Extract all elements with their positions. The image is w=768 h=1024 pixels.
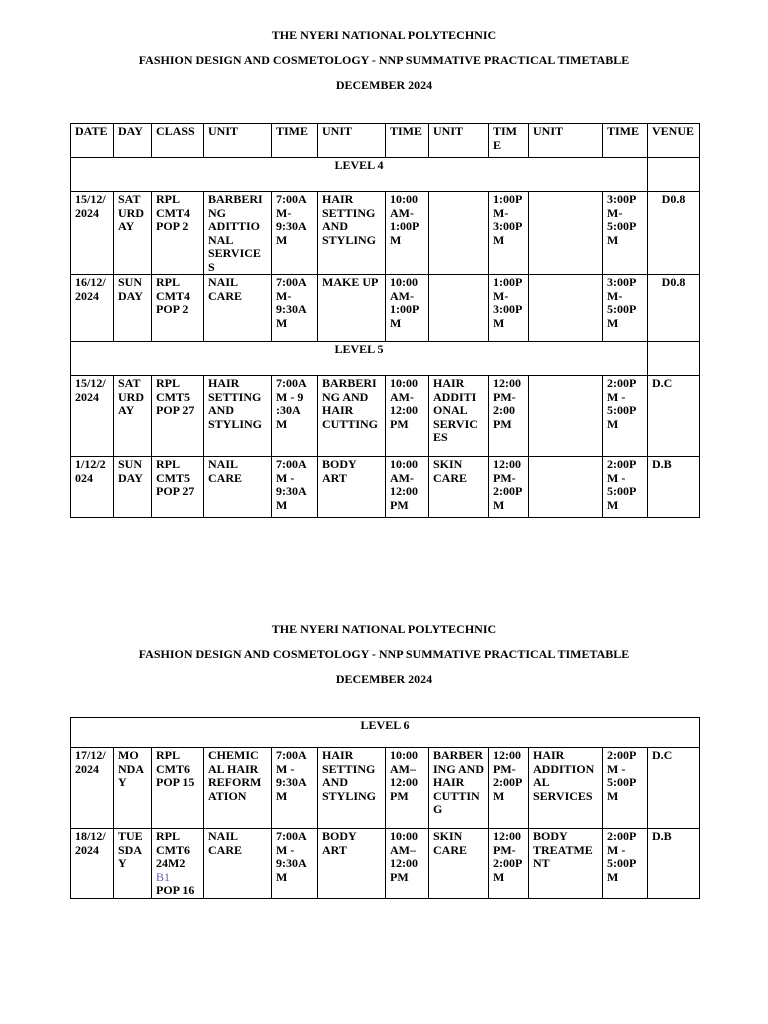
cell-unit: BODY TREATME NT xyxy=(529,829,603,899)
class-group-b1: B1 xyxy=(156,869,171,884)
cell-day: SAT URD AY xyxy=(114,376,152,457)
timetable-table-1 xyxy=(70,123,700,518)
cell-unit xyxy=(529,275,603,342)
cell-date: 15/12/ 2024 xyxy=(71,192,114,275)
cell-unit: BODY ART xyxy=(318,457,386,518)
cell-venue: D0.8 xyxy=(648,192,700,275)
timetable-month: DECEMBER 2024 xyxy=(335,672,433,686)
cell-venue: D.C xyxy=(648,376,700,457)
cell-unit: NAIL CARE xyxy=(204,275,272,342)
cell-time: 10:00 AM- 12:00 PM xyxy=(386,457,429,518)
cell-time: 2:00P M - 5:00P M xyxy=(603,829,648,899)
level-row xyxy=(71,342,700,376)
header-unit: UNIT xyxy=(318,124,386,158)
cell-class: RPL CMT4 POP 2 xyxy=(152,192,204,275)
level-row-venue-cell xyxy=(648,158,700,192)
table-row xyxy=(71,192,700,275)
cell-date: 16/12/ 2024 xyxy=(71,275,114,342)
cell-time: 12:00 PM- 2:00 PM xyxy=(489,376,529,457)
cell-time: 10:00 AM- 12:00 PM xyxy=(386,376,429,457)
cell-day: TUE SDA Y xyxy=(114,829,152,899)
cell-time: 10:00 AM– 12:00 PM xyxy=(386,829,429,899)
cell-class: RPL CMT4 POP 2 xyxy=(152,275,204,342)
level-row xyxy=(71,158,700,192)
class-pop: POP 16 xyxy=(156,883,195,897)
cell-unit: CHEMIC AL HAIR REFORM ATION xyxy=(204,748,272,829)
institution-title: THE NYERI NATIONAL POLYTECHNIC xyxy=(271,28,497,42)
table-row xyxy=(71,829,700,899)
cell-time: 2:00P M - 5:00P M xyxy=(603,748,648,829)
cell-unit: BARBERI NG ADITTIO NAL SERVICE S xyxy=(204,192,272,275)
header-venue: VENUE xyxy=(648,124,700,158)
cell-date: 15/12/ 2024 xyxy=(71,376,114,457)
cell-unit: HAIR SETTING AND STYLING xyxy=(318,748,386,829)
cell-unit: SKIN CARE xyxy=(429,829,489,899)
cell-unit xyxy=(529,376,603,457)
cell-time: 3:00P M- 5:00P M xyxy=(603,275,648,342)
timetable-subtitle: FASHION DESIGN AND COSMETOLOGY - NNP SUMMATIVE PRACTICAL TIMETABLE xyxy=(138,647,630,661)
level-row-venue-cell xyxy=(648,342,700,376)
level-label: LEVEL 6 xyxy=(71,718,700,748)
cell-time: 7:00A M - 9 :30A M xyxy=(272,376,318,457)
header-unit: UNIT xyxy=(204,124,272,158)
timetable-table-2 xyxy=(70,717,700,899)
cell-time: 2:00P M - 5:00P M xyxy=(603,457,648,518)
timetable-month: DECEMBER 2024 xyxy=(335,78,433,92)
cell-unit: MAKE UP xyxy=(318,275,386,342)
cell-time: 1:00P M- 3:00P M xyxy=(489,192,529,275)
cell-class: RPL CMT5 POP 27 xyxy=(152,376,204,457)
cell-time: 12:00 PM- 2:00P M xyxy=(489,748,529,829)
cell-date: 18/12/ 2024 xyxy=(71,829,114,899)
timetable-subtitle: FASHION DESIGN AND COSMETOLOGY - NNP SUMMATIVE PRACTICAL TIMETABLE xyxy=(138,53,630,67)
cell-unit: BODY ART xyxy=(318,829,386,899)
cell-unit: HAIR ADDITION AL SERVICES xyxy=(529,748,603,829)
table-row xyxy=(71,376,700,457)
header-time: TIME xyxy=(386,124,429,158)
cell-time: 7:00A M - 9:30A M xyxy=(272,748,318,829)
cell-unit xyxy=(429,275,489,342)
header-unit: UNIT xyxy=(429,124,489,158)
cell-time: 12:00 PM- 2:00P M xyxy=(489,829,529,899)
table-row xyxy=(71,275,700,342)
institution-title: THE NYERI NATIONAL POLYTECHNIC xyxy=(271,622,497,636)
level-label: LEVEL 5 xyxy=(71,342,648,376)
cell-unit: HAIR ADDITI ONAL SERVIC ES xyxy=(429,376,489,457)
cell-day: MO NDA Y xyxy=(114,748,152,829)
cell-day: SAT URD AY xyxy=(114,192,152,275)
cell-date: 17/12/ 2024 xyxy=(71,748,114,829)
cell-day: SUN DAY xyxy=(114,275,152,342)
cell-unit: NAIL CARE xyxy=(204,457,272,518)
cell-time: 1:00P M- 3:00P M xyxy=(489,275,529,342)
cell-class: RPL CMT6 POP 15 xyxy=(152,748,204,829)
cell-venue: D.B xyxy=(648,457,700,518)
header-day: DAY xyxy=(114,124,152,158)
cell-time: 2:00P M - 5:00P M xyxy=(603,376,648,457)
cell-time: 7:00A M - 9:30A M xyxy=(272,457,318,518)
cell-time: 3:00P M- 5:00P M xyxy=(603,192,648,275)
timetable-section-1 xyxy=(0,28,768,512)
cell-class xyxy=(152,829,204,899)
cell-unit: HAIR SETTING AND STYLING xyxy=(318,192,386,275)
cell-time: 10:00 AM- 1:00P M xyxy=(386,275,429,342)
class-code: RPL CMT6 24M2 xyxy=(156,829,190,870)
cell-unit: BARBERI NG AND HAIR CUTTING xyxy=(318,376,386,457)
level-row xyxy=(71,718,700,748)
cell-venue: D.B xyxy=(648,829,700,899)
table-row xyxy=(71,457,700,518)
header-unit: UNIT xyxy=(529,124,603,158)
cell-date: 1/12/2 024 xyxy=(71,457,114,518)
cell-time: 10:00 AM- 1:00P M xyxy=(386,192,429,275)
cell-day: SUN DAY xyxy=(114,457,152,518)
header-date: DATE xyxy=(71,124,114,158)
table-header-row xyxy=(71,124,700,158)
cell-time: 7:00A M- 9:30A M xyxy=(272,192,318,275)
header-class: CLASS xyxy=(152,124,204,158)
cell-unit: SKIN CARE xyxy=(429,457,489,518)
cell-venue: D.C xyxy=(648,748,700,829)
cell-unit xyxy=(529,457,603,518)
header-time: TIM E xyxy=(489,124,529,158)
cell-time: 7:00A M- 9:30A M xyxy=(272,275,318,342)
cell-venue: D0.8 xyxy=(648,275,700,342)
cell-unit xyxy=(529,192,603,275)
cell-unit: BARBER ING AND HAIR CUTTIN G xyxy=(429,748,489,829)
cell-unit: HAIR SETTING AND STYLING xyxy=(204,376,272,457)
header-time: TIME xyxy=(603,124,648,158)
header-time: TIME xyxy=(272,124,318,158)
cell-time: 10:00 AM– 12:00 PM xyxy=(386,748,429,829)
cell-unit xyxy=(429,192,489,275)
timetable-section-2 xyxy=(0,622,768,897)
level-label: LEVEL 4 xyxy=(71,158,648,192)
cell-time: 12:00 PM- 2:00P M xyxy=(489,457,529,518)
cell-time: 7:00A M - 9:30A M xyxy=(272,829,318,899)
cell-class: RPL CMT5 POP 27 xyxy=(152,457,204,518)
table-row xyxy=(71,748,700,829)
cell-unit: NAIL CARE xyxy=(204,829,272,899)
